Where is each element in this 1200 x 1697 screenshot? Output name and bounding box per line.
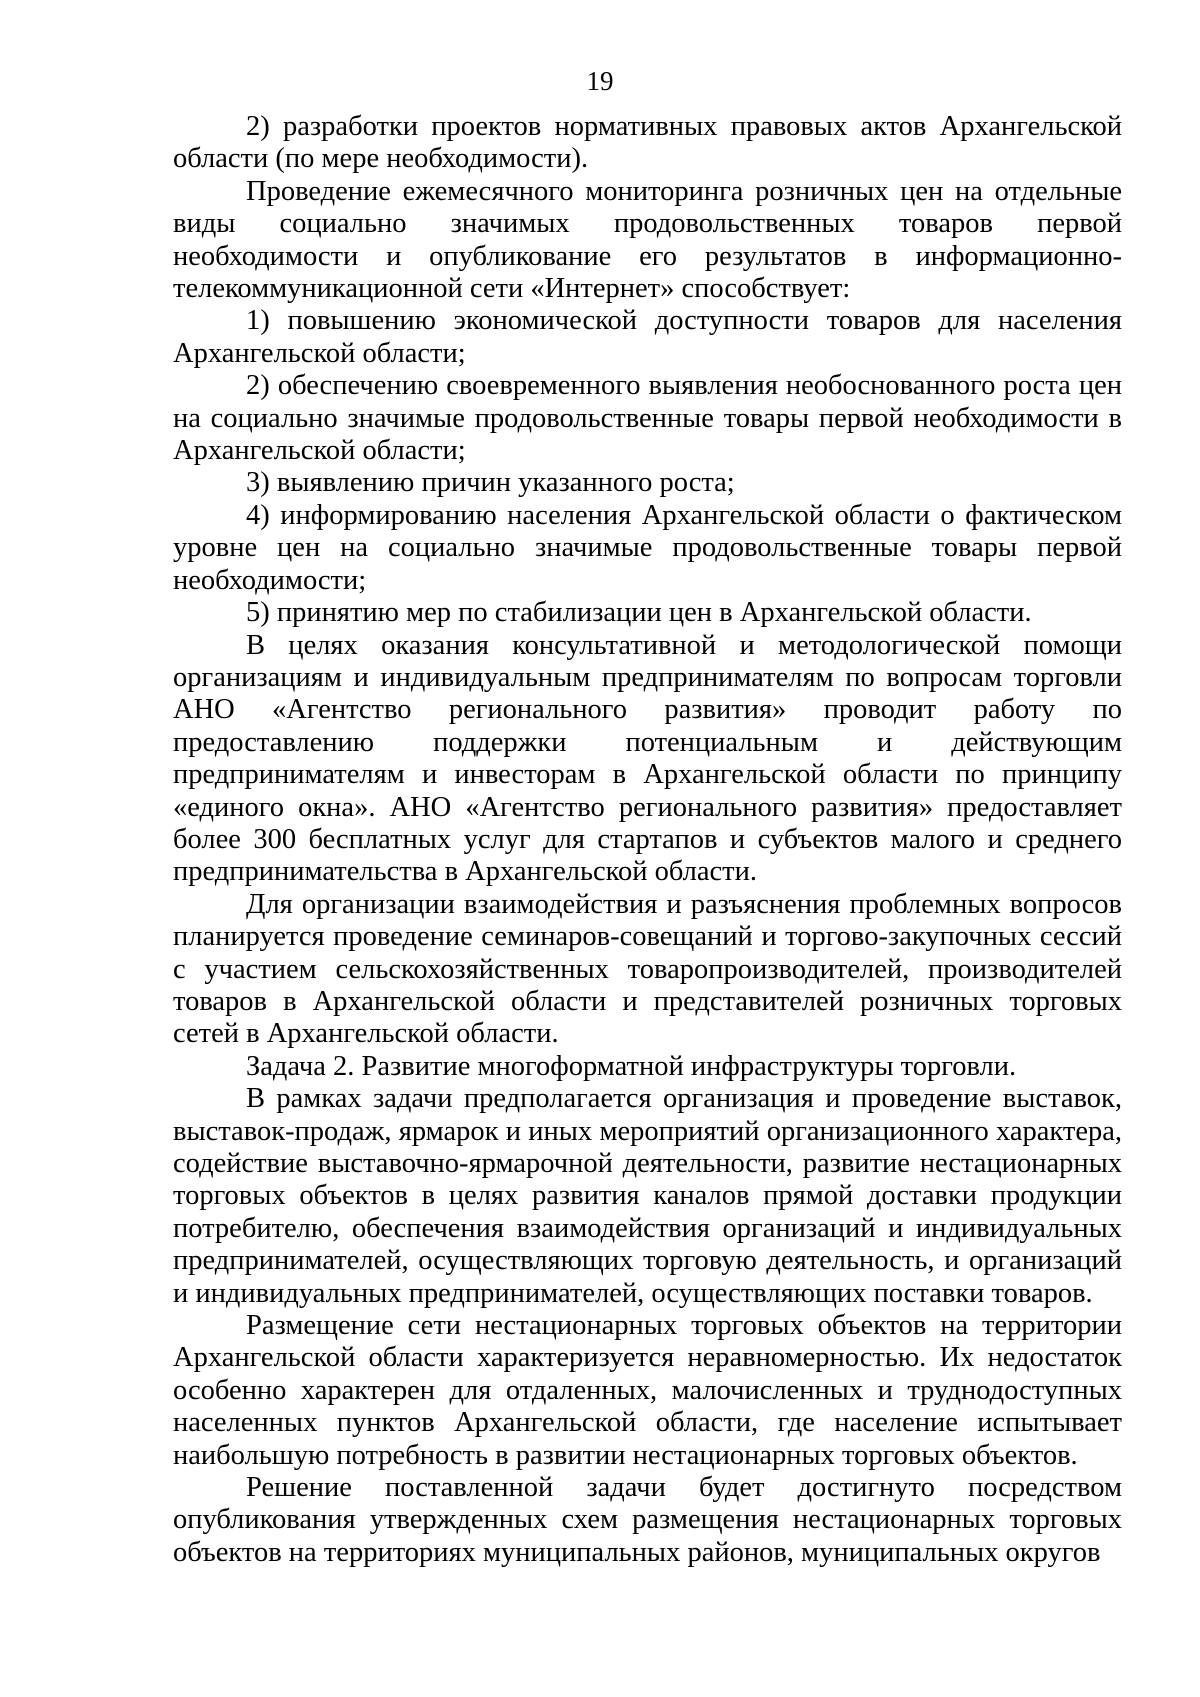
paragraph-list-item-5: 5) принятию мер по стабилизации цен в Архангельской области. [246, 597, 1032, 629]
paragraph-list-item-2: 2) обеспечению своевременного выявления необоснованного роста цен на социально значимые продовольственные товары первой необходимости в Архангельской области; [173, 370, 1122, 467]
paragraph-kiosk-network: Размещение сети нестационарных торговых объектов на территории Архангельской области характеризуется неравномерностью. Их недостаток особенно характерен для отдаленных, малочисленных и труднодоступных населенных пунктов Архангельской области, где население испытывает наибольшую потребность в развитии нестационарных торговых объектов. [173, 1310, 1122, 1471]
paragraph-task-2-heading: Задача 2. Развитие многоформатной инфраструктуры торговли. [246, 1050, 1017, 1082]
paragraph-list-item-4: 4) информированию населения Архангельской области о фактическом уровне цен на социально значимые продовольственные товары первой необходимости; [173, 499, 1122, 596]
paragraph-seminars: Для организации взаимодействия и разъяснения проблемных вопросов планируется проведение семинаров-совещаний и торгово-закупочных сессий с участием сельскохозяйственных товаропроизводителей, производителей товаров в Архангельской области и представителей розничных торговых сетей в Архангельской области. [173, 888, 1122, 1050]
paragraph-task-2-scope: В рамках задачи предполагается организация и проведение выставок, выставок-продаж, ярмарок и иных мероприятий организационного характера, содействие выставочно-ярмарочной деятельности, развитие нестационарных торговых объектов в целях развития каналов прямой доставки продукции потребителю, обеспечения взаимодействия организаций и индивидуальных предпринимателей, осуществляющих торговую деятельность, и организаций и индивидуальных предпринимателей, осуществляющих поставки товаров. [173, 1083, 1122, 1309]
page-number: 19 [586, 66, 614, 96]
paragraph-task-solution: Решение поставленной задачи будет достигнуто посредством опубликования утвержденных схем размещения нестационарных торговых объектов на территориях муниципальных районов, муниципальных округов [173, 1472, 1122, 1568]
paragraph-monitoring-intro: Проведение ежемесячного мониторинга розничных цен на отдельные виды социально значимых продовольственных товаров первой необходимости и опубликование его результатов в информационно-телекоммуникационной сети «Интернет» способствует: [173, 175, 1122, 305]
paragraph-agency-support: В целях оказания консультативной и методологической помощи организациям и индивидуальным предпринимателям по вопросам торговли АНО «Агентство регионального развития» проводит работу по предоставлению поддержки потенциальным и действующим предпринимателям и инвесторам в Архангельской области по принципу «единого окна». АНО «Агентство регионального развития» предоставляет более 300 бесплатных услуг для стартапов и субъектов малого и среднего предпринимательства в Архангельской области. [173, 629, 1122, 888]
paragraph-list-item-3: 3) выявлению причин указанного роста; [246, 467, 735, 499]
paragraph-list-item-1: 1) повышению экономической доступности товаров для населения Архангельской области; [173, 305, 1122, 369]
paragraph-item-2-drafting: 2) разработки проектов нормативных правовых актов Архангельской области (по мере необходимости). [173, 111, 1122, 175]
document-body [173, 111, 1122, 1569]
